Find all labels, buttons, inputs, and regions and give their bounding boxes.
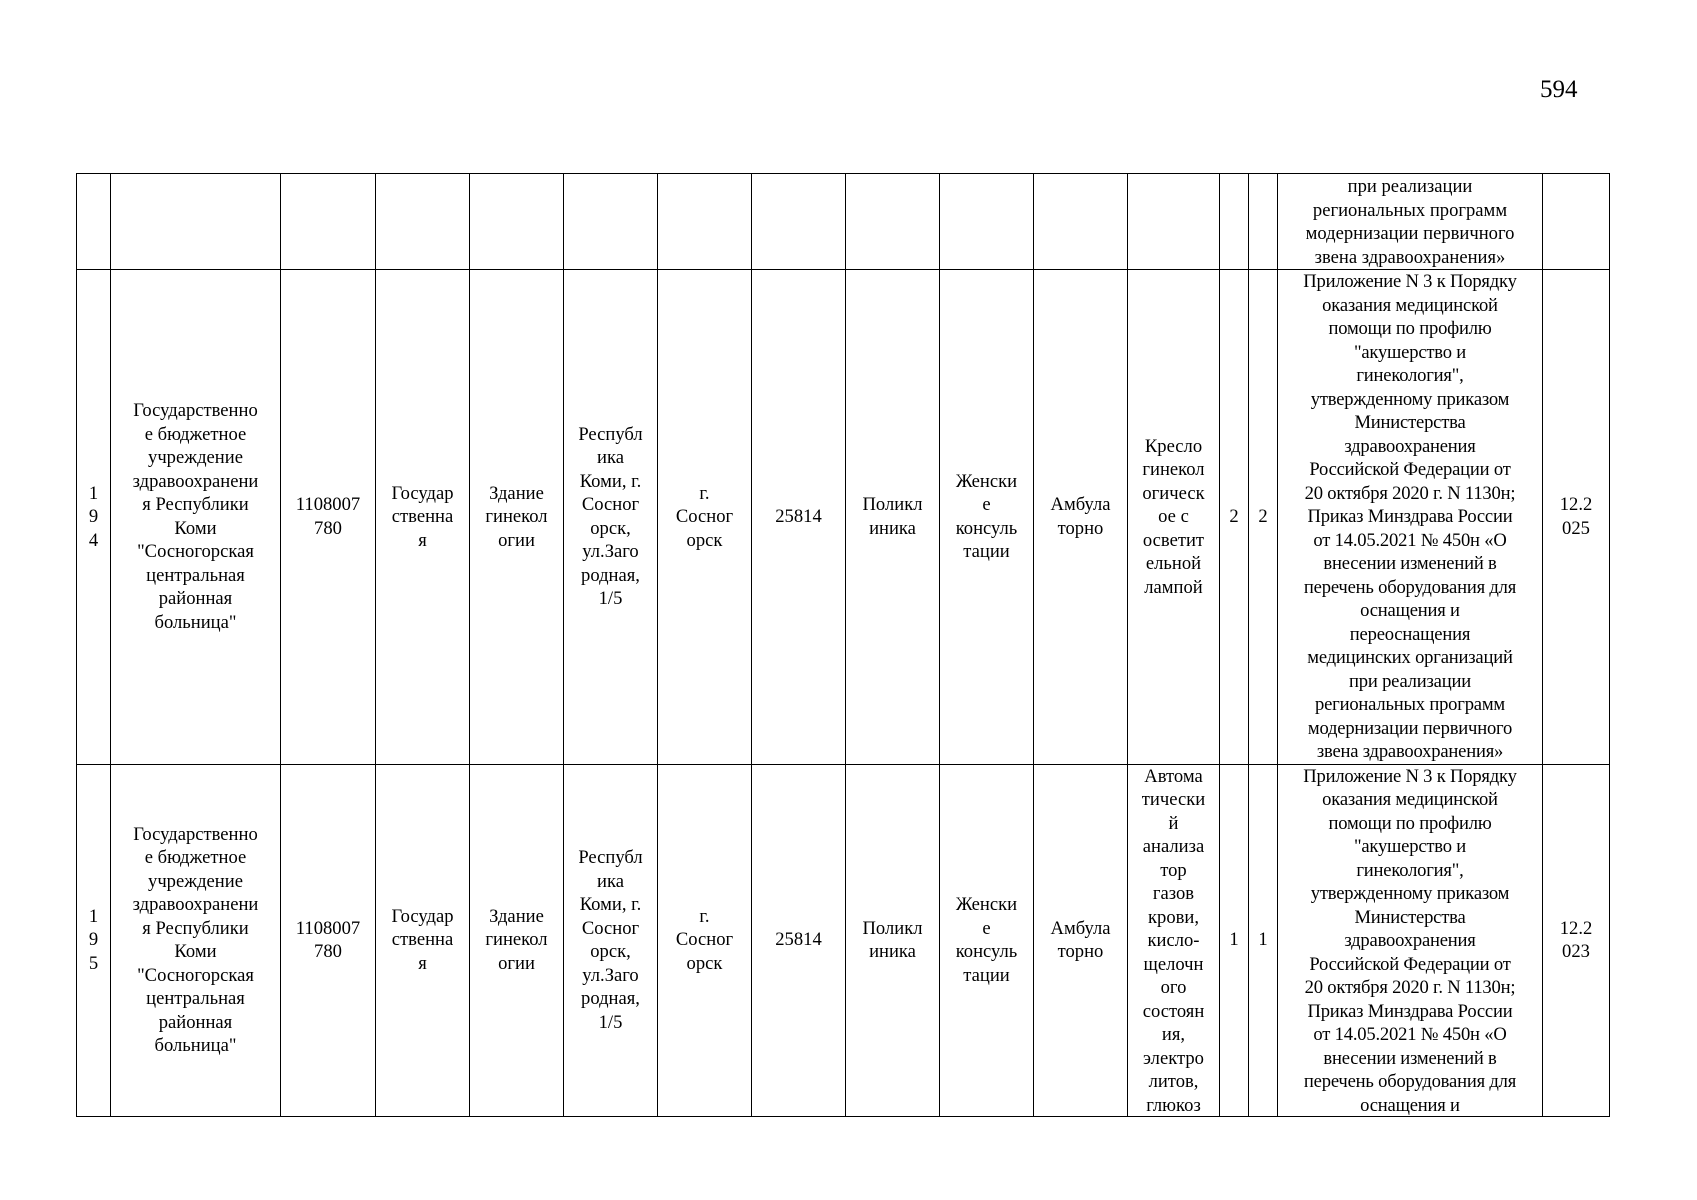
cell-qty-b: 1 xyxy=(1249,764,1278,1116)
table-row xyxy=(77,270,1610,765)
cell-inn xyxy=(281,174,376,270)
cell-basis xyxy=(1278,764,1543,1116)
cell-num: 1 9 5 xyxy=(77,764,111,1116)
cell-department: Женски е консуль тации xyxy=(940,764,1034,1116)
cell-equipment: Кресло гинекол огическ ое с осветит ельной лампой xyxy=(1128,270,1220,765)
cell-address: Республ ика Коми, г. Сосног орск, ул.Заго родная, 1/5 xyxy=(564,270,658,765)
cell-code: 25814 xyxy=(752,270,846,765)
cell-inn: 1108007 780 xyxy=(281,764,376,1116)
cell-locality xyxy=(658,174,752,270)
cell-basis: Приложение N 3 к Порядку оказания медицинской помощи по профилю "акушерство и гинекология", утвержденному приказом Министерства здравоохранения Российской Федерации от 20 октября 2020 г. N 1130н; Приказ Минздрава России от 14.05.2021 № 450н «О внесении изменений в перечень оборудования для оснащения и переоснащения медицинских организаций при реализации региональных программ модернизации первичного звена здравоохранения» xyxy=(1278,270,1543,765)
cell-address: Республ ика Коми, г. Сосног орск, ул.Заго родная, 1/5 xyxy=(564,764,658,1116)
cell-ownership: Государ ственна я xyxy=(376,270,470,765)
cell-department xyxy=(940,174,1034,270)
cell-qty-a xyxy=(1220,174,1249,270)
cell-date: 12.2 025 xyxy=(1543,270,1610,765)
cell-qty-b xyxy=(1249,174,1278,270)
cell-facility-type xyxy=(846,174,940,270)
cell-locality: г. Сосног орск xyxy=(658,764,752,1116)
cell-basis: при реализации региональных программ модернизации первичного звена здравоохранения» xyxy=(1278,174,1543,270)
cell-equipment xyxy=(1128,174,1220,270)
cell-qty-b: 2 xyxy=(1249,270,1278,765)
cell-ownership: Государ ственна я xyxy=(376,764,470,1116)
table-row-continuation xyxy=(77,174,1610,270)
cell-address xyxy=(564,174,658,270)
cell-equipment-text: Автома тически й анализа тор газов крови, кисло- щелочн ого состоян ия, электро литов, глюкоз xyxy=(1141,765,1206,1116)
cell-facility-type: Поликл иника xyxy=(846,764,940,1116)
cell-date: 12.2 023 xyxy=(1543,764,1610,1116)
cell-building: Здание гинекол огии xyxy=(470,764,564,1116)
cell-date xyxy=(1543,174,1610,270)
cell-num: 1 9 4 xyxy=(77,270,111,765)
cell-department: Женски е консуль тации xyxy=(940,270,1034,765)
cell-building xyxy=(470,174,564,270)
cell-organization xyxy=(111,174,281,270)
cell-qty-a: 1 xyxy=(1220,764,1249,1116)
cell-num xyxy=(77,174,111,270)
cell-organization: Государственно е бюджетное учреждение здравоохранени я Республики Коми "Сосногорская центральная районная больница" xyxy=(111,764,281,1116)
cell-ownership xyxy=(376,174,470,270)
cell-basis-text: Приложение N 3 к Порядку оказания медицинской помощи по профилю "акушерство и гинекология", утвержденному приказом Министерства здравоохранения Российской Федерации от 20 октября 2020 г. N 1130н; Приказ Минздрава России от 14.05.2021 № 450н «О внесении изменений в перечень оборудования для оснащения и xyxy=(1303,765,1517,1116)
cell-code: 25814 xyxy=(752,764,846,1116)
cell-care-mode: Амбула торно xyxy=(1034,270,1128,765)
cell-equipment xyxy=(1128,764,1220,1116)
cell-facility-type: Поликл иника xyxy=(846,270,940,765)
cell-care-mode xyxy=(1034,174,1128,270)
page-number: 594 xyxy=(1540,76,1578,103)
equipment-register-table xyxy=(76,173,1610,1117)
cell-inn: 1108007 780 xyxy=(281,270,376,765)
cell-organization: Государственно е бюджетное учреждение здравоохранени я Республики Коми "Сосногорская центральная районная больница" xyxy=(111,270,281,765)
cell-locality: г. Сосног орск xyxy=(658,270,752,765)
cell-code xyxy=(752,174,846,270)
cell-building: Здание гинекол огии xyxy=(470,270,564,765)
cell-qty-a: 2 xyxy=(1220,270,1249,765)
cell-care-mode: Амбула торно xyxy=(1034,764,1128,1116)
table-row xyxy=(77,764,1610,1116)
